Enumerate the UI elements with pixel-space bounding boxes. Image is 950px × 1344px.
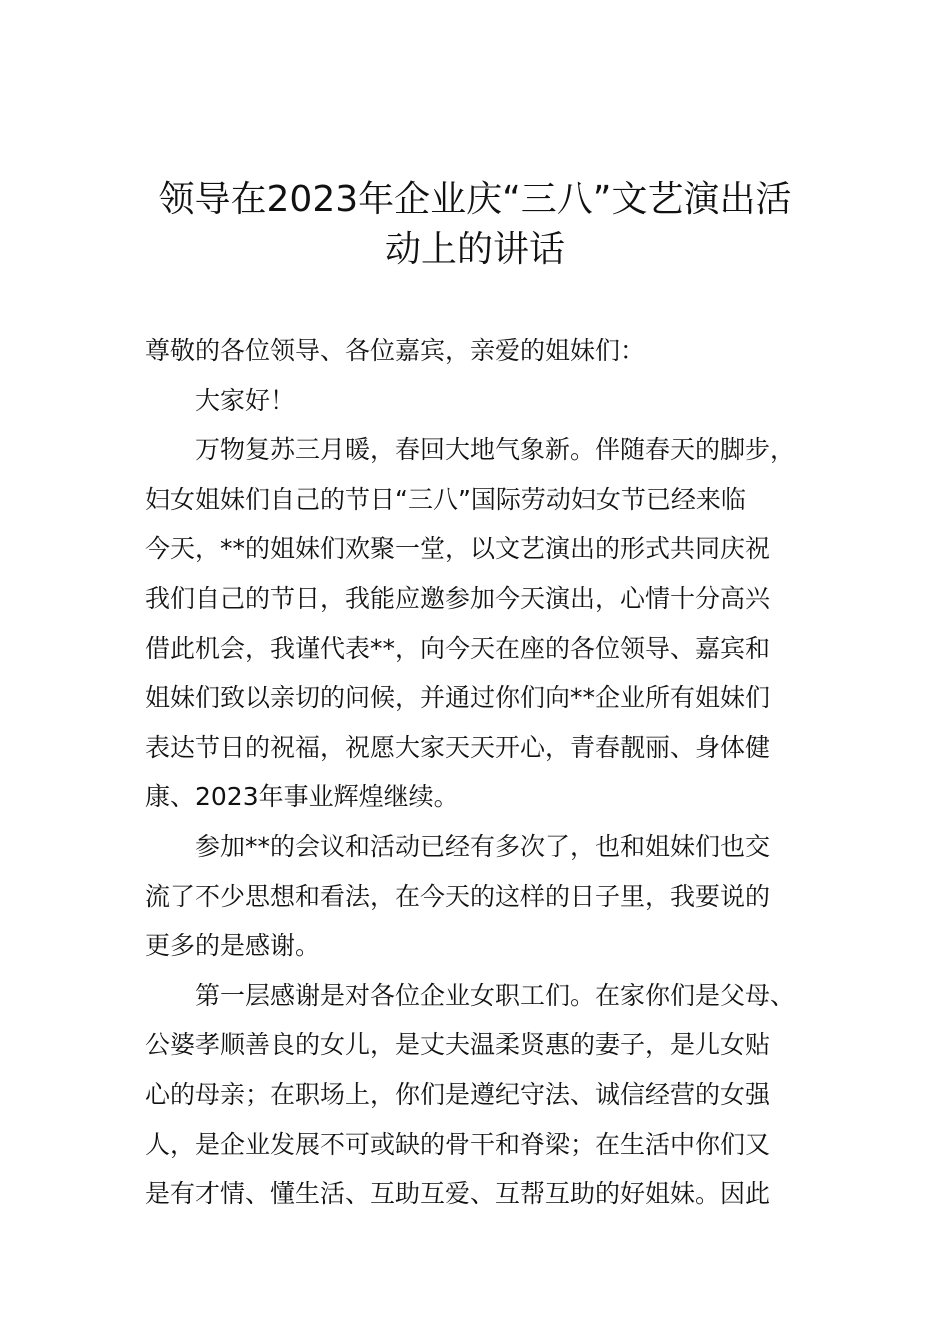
- body-line: 公婆孝顺善良的女儿，是丈夫温柔贤惠的妻子，是儿女贴: [145, 1030, 771, 1060]
- body-line: 是有才情、懂生活、互助互爱、互帮互助的好姐妹。因此: [145, 1179, 771, 1209]
- document-title-line-2: 动上的讲话: [384, 229, 565, 270]
- body-line: 借此机会，我谨代表**，向今天在座的各位领导、嘉宾和: [145, 633, 771, 663]
- body-line: 表达节日的祝福，祝愿大家天天开心，青春靓丽、身体健: [145, 732, 771, 762]
- body-line: 人，是企业发展不可或缺的骨干和脊梁；在生活中你们又: [145, 1129, 771, 1159]
- document-title-line-1: 领导在2023年企业庆“三八”文艺演出活: [158, 179, 792, 220]
- body-line: 我们自己的节日，我能应邀参加今天演出，心情十分高兴: [145, 584, 771, 613]
- body-line: 参加**的会议和活动已经有多次了，也和姐妹们也交: [195, 832, 771, 861]
- body-line: 妇女姐妹们自己的节日“三八”国际劳动妇女节已经来临: [145, 484, 746, 514]
- body-line: 康、2023年事业辉煌继续。: [145, 782, 459, 812]
- body-line: 姐妹们致以亲切的问候，并通过你们向**企业所有姐妹们: [145, 683, 771, 713]
- body-line: 更多的是感谢。: [145, 931, 321, 961]
- body-line: 今天，**的姐妹们欢聚一堂，以文艺演出的形式共同庆祝: [145, 534, 771, 564]
- body-line: 万物复苏三月暖，春回大地气象新。伴随春天的脚步，: [195, 435, 796, 465]
- body-line: 心的母亲；在职场上，你们是遵纪守法、诚信经营的女强: [145, 1080, 771, 1109]
- body-line: 大家好！: [195, 385, 296, 415]
- body-line: 第一层感谢是对各位企业女职工们。在家你们是父母、: [195, 980, 796, 1010]
- body-line: 流了不少思想和看法，在今天的这样的日子里，我要说的: [145, 881, 771, 911]
- body-line: 尊敬的各位领导、各位嘉宾，亲爱的姐妹们：: [145, 336, 646, 365]
